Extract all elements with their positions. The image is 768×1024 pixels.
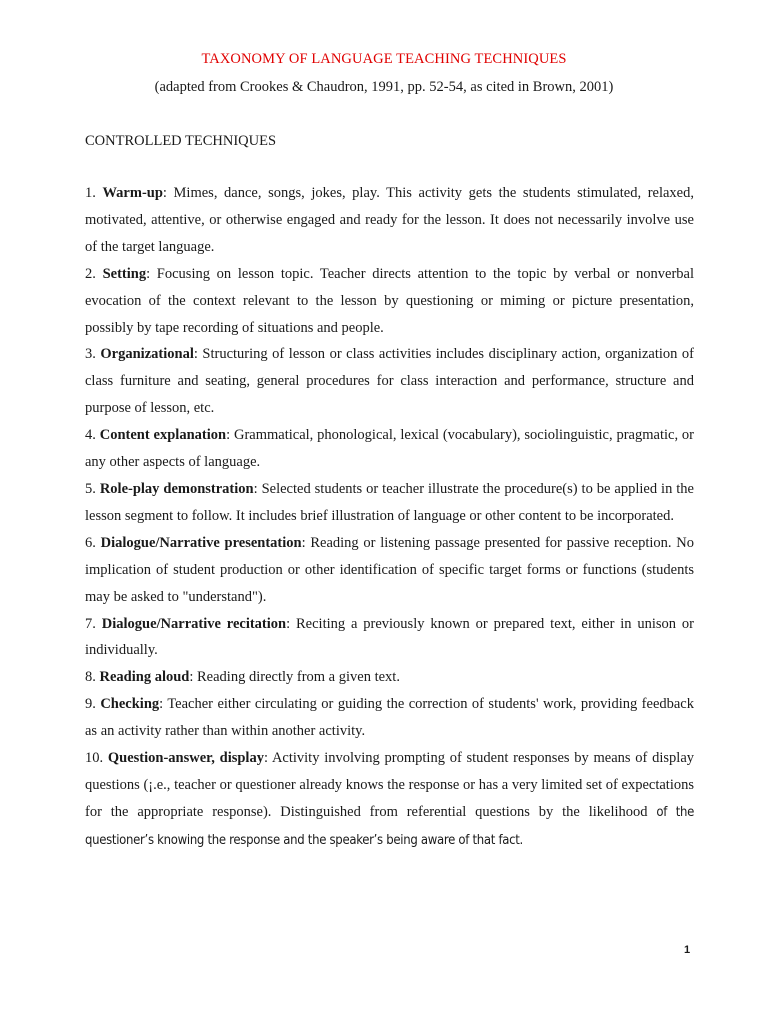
item-number: 10.: [85, 750, 108, 767]
item-number: 9.: [85, 696, 101, 713]
item-number: 1.: [85, 185, 103, 201]
document-title: TAXONOMY OF LANGUAGE TEACHING TECHNIQUES: [201, 51, 567, 67]
page-number: 1: [684, 944, 691, 956]
list-item: [85, 691, 694, 745]
list-item: [85, 530, 694, 611]
item-term: Dialogue/Narrative recitation: [101, 615, 287, 632]
item-text: : Activity involving prompting of student responses by means of display questions (¡.e., teacher or questioner already knows the response or has a very limited set of expectations for the appropriate response). Distinguished from referential questions by the likelihood: [85, 750, 695, 820]
item-term: Dialogue/Narrative presentation: [100, 534, 302, 551]
item-term: Organizational: [100, 346, 194, 363]
list-item: [85, 664, 694, 691]
item-number: 8.: [85, 669, 100, 686]
technique-list: [85, 180, 694, 855]
list-item: [85, 341, 694, 422]
item-text: : Structuring of lesson or class activities includes disciplinary action, organization of class furniture and seating, general procedures for class interaction and performance, structure and purpose of lesson, etc.: [85, 346, 694, 417]
document-subtitle: (adapted from Crookes & Chaudron, 1991, pp. 52-54, as cited in Brown, 2001): [154, 79, 614, 95]
item-term: Role-play demonstration: [99, 480, 254, 497]
item-text: : Grammatical, phonological, lexical (vocabulary), sociolinguistic, pragmatic, or any other aspects of language.: [85, 427, 695, 471]
list-item: [85, 422, 694, 476]
item-text: : Reading directly from a given text.: [189, 669, 400, 686]
item-text: : Focusing on lesson topic. Teacher directs attention to the topic by verbal or nonverbal evocation of the context relevant to the lesson by questioning or miming or picture presentation, possibly by tape recording of situations and people.: [85, 265, 694, 336]
section-heading: CONTROLLED TECHNIQUES: [85, 133, 277, 149]
item-text: : Selected students or teacher illustrate the procedure(s) to be applied in the lesson segment to follow. It includes brief illustration of language or other content to be incorporated.: [85, 480, 694, 524]
item-text: : Reading or listening passage presented for passive reception. No implication of student production or other identification of specific target forms or functions (students may be asked to "understand").: [85, 534, 695, 605]
item-term: Checking: [100, 696, 160, 713]
item-number: 7.: [85, 615, 102, 632]
item-term: Question-answer, display: [107, 750, 264, 767]
item-term: Warm-up: [102, 185, 163, 201]
item-term: Setting: [102, 265, 147, 282]
item-term: Reading aloud: [99, 669, 190, 686]
list-item: [85, 611, 694, 665]
list-item: [85, 476, 694, 530]
item-number: 2.: [85, 265, 103, 282]
item-number: 3.: [85, 346, 101, 363]
item-number: 5.: [85, 480, 100, 497]
item-number: 6.: [85, 534, 101, 551]
item-number: 4.: [85, 427, 100, 444]
item-text: : Reciting a previously known or prepared text, either in unison or individually.: [85, 615, 694, 659]
item-term: Content explanation: [99, 427, 227, 444]
item-text-tail: of the questioner’s knowing the response and the speaker’s being aware of that fact.: [85, 804, 694, 848]
item-text: : Mimes, dance, songs, jokes, play. This activity gets the students stimulated, relaxed, motivated, attentive, or otherwise engaged and ready for the lesson. It does not necessarily involve use of the target language.: [85, 185, 694, 255]
list-item: [85, 261, 694, 342]
list-item: [85, 745, 694, 855]
item-text: : Teacher either circulating or guiding the correction of students' work, providing feedback as an activity rather than within another activity.: [85, 696, 694, 740]
list-item: [85, 180, 694, 261]
